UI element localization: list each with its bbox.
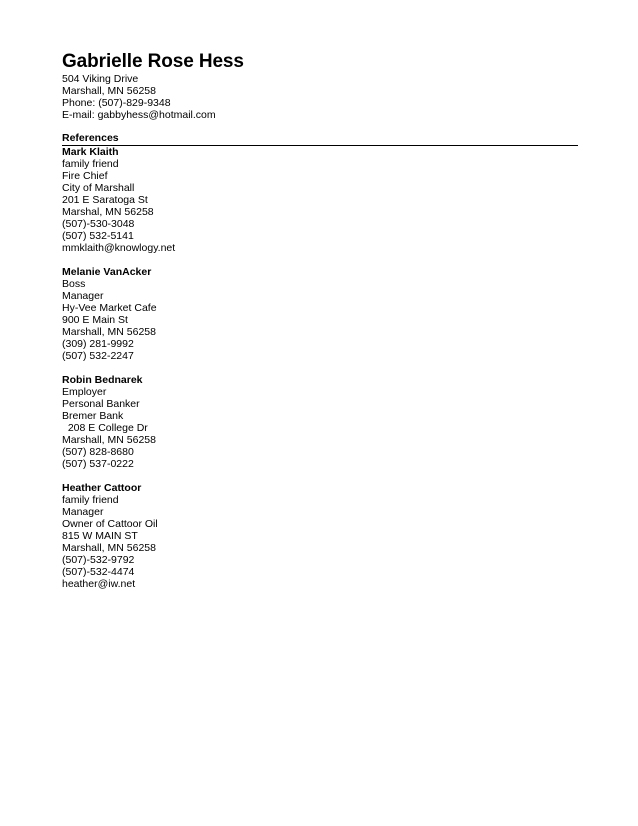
reference-city: Marshall, MN 56258 — [62, 326, 156, 338]
reference-entry — [62, 482, 578, 590]
reference-phone: (309) 281-9992 — [62, 338, 134, 350]
reference-organization: City of Marshall — [62, 182, 135, 194]
address-line-2: Marshall, MN 56258 — [62, 85, 156, 97]
contact-header — [62, 51, 582, 121]
reference-phone: (507) 537-0222 — [62, 458, 134, 470]
reference-phone: (507) 532-2247 — [62, 350, 134, 362]
reference-city: Marshal, MN 56258 — [62, 206, 154, 218]
reference-title: Fire Chief — [62, 170, 108, 182]
reference-email: mmklaith@knowlogy.net — [62, 242, 176, 254]
reference-entry — [62, 374, 578, 470]
reference-city: Marshall, MN 56258 — [62, 434, 156, 446]
references-section — [62, 132, 578, 602]
address-line-1: 504 Viking Drive — [62, 73, 139, 85]
reference-street: 201 E Saratoga St — [62, 194, 148, 206]
reference-organization: Bremer Bank — [62, 410, 124, 422]
reference-relationship: family friend — [62, 494, 119, 506]
phone-line: Phone: (507)-829-9348 — [62, 97, 171, 109]
reference-street: 208 E College Dr — [62, 422, 148, 434]
reference-phone: (507)-532-4474 — [62, 566, 135, 578]
reference-phone: (507)-530-3048 — [62, 218, 135, 230]
reference-title: Manager — [62, 290, 104, 302]
reference-relationship: Employer — [62, 386, 107, 398]
reference-phone: (507) 532-5141 — [62, 230, 134, 242]
reference-name: Robin Bednarek — [62, 374, 143, 386]
reference-email: heather@iw.net — [62, 578, 136, 590]
reference-organization: Owner of Cattoor Oil — [62, 518, 158, 530]
reference-organization: Hy-Vee Market Cafe — [62, 302, 157, 314]
reference-entry — [62, 266, 578, 362]
reference-street: 815 W MAIN ST — [62, 530, 138, 542]
reference-phone: (507) 828-8680 — [62, 446, 134, 458]
reference-name: Heather Cattoor — [62, 482, 142, 494]
reference-title: Personal Banker — [62, 398, 140, 410]
reference-name: Mark Klaith — [62, 146, 119, 158]
reference-phone: (507)-532-9792 — [62, 554, 135, 566]
reference-name: Melanie VanAcker — [62, 266, 152, 278]
reference-relationship: Boss — [62, 278, 86, 290]
person-name: Gabrielle Rose Hess — [62, 51, 244, 72]
reference-street: 900 E Main St — [62, 314, 128, 326]
references-heading: References — [62, 132, 578, 146]
reference-entry — [62, 146, 578, 254]
reference-title: Manager — [62, 506, 104, 518]
email-line: E-mail: gabbyhess@hotmail.com — [62, 109, 216, 121]
reference-relationship: family friend — [62, 158, 119, 170]
reference-city: Marshall, MN 56258 — [62, 542, 156, 554]
